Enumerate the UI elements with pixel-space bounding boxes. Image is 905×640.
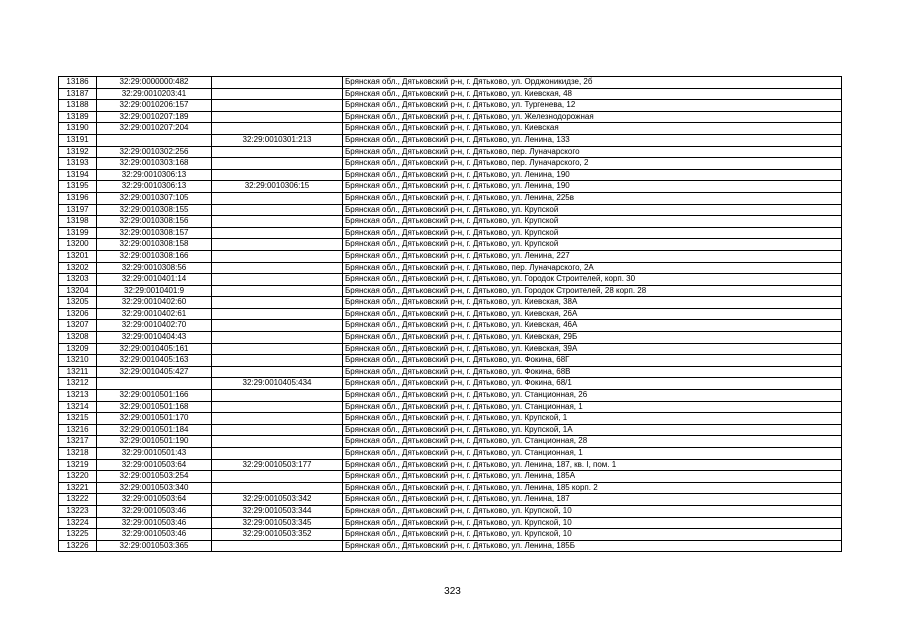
cadastral-number-cell: 32:29:0010207:189 [97,111,212,123]
row-number-cell: 13217 [59,436,97,448]
cadastral-number-cell: 32:29:0010302:256 [97,146,212,158]
related-cadastral-number-cell [212,424,343,436]
row-number-cell: 13202 [59,262,97,274]
related-cadastral-number-cell [212,343,343,355]
row-number-cell: 13187 [59,88,97,100]
related-cadastral-number-cell [212,482,343,494]
address-cell: Брянская обл., Дятьковский р-н, г. Дятьково, ул. Киевская, 29Б [343,332,842,344]
cadastral-number-cell: 32:29:0000000:482 [97,77,212,89]
row-number-cell: 13211 [59,366,97,378]
related-cadastral-number-cell [212,540,343,552]
row-number-cell: 13189 [59,111,97,123]
address-cell: Брянская обл., Дятьковский р-н, г. Дятьково, ул. Ленина, 185А [343,471,842,483]
row-number-cell: 13225 [59,529,97,541]
table-row [59,274,842,286]
cadastral-number-cell: 32:29:0010501:166 [97,390,212,402]
cadastral-number-cell: 32:29:0010203:41 [97,88,212,100]
row-number-cell: 13196 [59,192,97,204]
related-cadastral-number-cell [212,192,343,204]
cadastral-number-cell: 32:29:0010308:157 [97,227,212,239]
related-cadastral-number-cell [212,308,343,320]
cadastral-number-cell: 32:29:0010207:204 [97,123,212,135]
row-number-cell: 13210 [59,355,97,367]
address-cell: Брянская обл., Дятьковский р-н, г. Дятьково, пер. Луначарского [343,146,842,158]
row-number-cell: 13216 [59,424,97,436]
table-row [59,297,842,309]
related-cadastral-number-cell [212,146,343,158]
related-cadastral-number-cell [212,100,343,112]
address-cell: Брянская обл., Дятьковский р-н, г. Дятьково, ул. Фокина, 68Г [343,355,842,367]
row-number-cell: 13208 [59,332,97,344]
row-number-cell: 13194 [59,169,97,181]
row-number-cell: 13207 [59,320,97,332]
row-number-cell: 13197 [59,204,97,216]
table-row [59,436,842,448]
related-cadastral-number-cell [212,169,343,181]
table-row [59,471,842,483]
address-cell: Брянская обл., Дятьковский р-н, г. Дятьково, ул. Городок Строителей, корп. 30 [343,274,842,286]
related-cadastral-number-cell [212,204,343,216]
address-cell: Брянская обл., Дятьковский р-н, г. Дятьково, ул. Киевская, 26А [343,308,842,320]
related-cadastral-number-cell [212,158,343,170]
related-cadastral-number-cell [212,285,343,297]
table-row [59,285,842,297]
address-cell: Брянская обл., Дятьковский р-н, г. Дятьково, ул. Крупской, 10 [343,529,842,541]
table-row [59,378,842,390]
related-cadastral-number-cell [212,471,343,483]
address-cell: Брянская обл., Дятьковский р-н, г. Дятьково, ул. Фокина, 68В [343,366,842,378]
address-cell: Брянская обл., Дятьковский р-н, г. Дятьково, ул. Ленина, 185Б [343,540,842,552]
cadastral-number-cell: 32:29:0010308:56 [97,262,212,274]
row-number-cell: 13204 [59,285,97,297]
related-cadastral-number-cell: 32:29:0010306:15 [212,181,343,193]
address-cell: Брянская обл., Дятьковский р-н, г. Дятьково, ул. Киевская, 48 [343,88,842,100]
table-row [59,529,842,541]
related-cadastral-number-cell [212,123,343,135]
address-cell: Брянская обл., Дятьковский р-н, г. Дятьково, ул. Ленина, 225в [343,192,842,204]
address-cell: Брянская обл., Дятьковский р-н, г. Дятьково, ул. Крупской, 1 [343,413,842,425]
address-cell: Брянская обл., Дятьковский р-н, г. Дятьково, ул. Крупской [343,216,842,228]
row-number-cell: 13218 [59,448,97,460]
row-number-cell: 13221 [59,482,97,494]
table-row [59,158,842,170]
table-row [59,366,842,378]
row-number-cell: 13190 [59,123,97,135]
cadastral-number-cell: 32:29:0010503:46 [97,505,212,517]
address-cell: Брянская обл., Дятьковский р-н, г. Дятьково, ул. Станционная, 1 [343,401,842,413]
table-row [59,239,842,251]
table-row [59,216,842,228]
table-row [59,517,842,529]
address-cell: Брянская обл., Дятьковский р-н, г. Дятьково, ул. Ленина, 190 [343,181,842,193]
cadastral-number-cell: 32:29:0010405:161 [97,343,212,355]
cadastral-number-cell: 32:29:0010503:64 [97,494,212,506]
cadastral-number-cell: 32:29:0010501:184 [97,424,212,436]
cadastral-number-cell: 32:29:0010303:168 [97,158,212,170]
cadastral-number-cell: 32:29:0010306:13 [97,181,212,193]
table-row [59,123,842,135]
table-row [59,355,842,367]
related-cadastral-number-cell [212,250,343,262]
address-cell: Брянская обл., Дятьковский р-н, г. Дятьково, ул. Киевская, 39А [343,343,842,355]
table-row [59,332,842,344]
table-row [59,77,842,89]
address-cell: Брянская обл., Дятьковский р-н, г. Дятьково, ул. Крупской, 10 [343,505,842,517]
cadastral-number-cell: 32:29:0010206:157 [97,100,212,112]
cadastral-number-cell [97,378,212,390]
table-row [59,250,842,262]
cadastral-number-cell: 32:29:0010404:43 [97,332,212,344]
related-cadastral-number-cell [212,413,343,425]
related-cadastral-number-cell [212,262,343,274]
table-row [59,459,842,471]
related-cadastral-number-cell: 32:29:0010503:344 [212,505,343,517]
row-number-cell: 13214 [59,401,97,413]
address-cell: Брянская обл., Дятьковский р-н, г. Дятьково, ул. Ленина, 133 [343,134,842,146]
address-cell: Брянская обл., Дятьковский р-н, г. Дятьково, ул. Ленина, 190 [343,169,842,181]
table-row [59,413,842,425]
cadastral-number-cell: 32:29:0010405:427 [97,366,212,378]
row-number-cell: 13213 [59,390,97,402]
related-cadastral-number-cell [212,436,343,448]
table-row [59,448,842,460]
row-number-cell: 13206 [59,308,97,320]
cadastral-number-cell: 32:29:0010503:365 [97,540,212,552]
related-cadastral-number-cell [212,320,343,332]
related-cadastral-number-cell [212,366,343,378]
address-cell: Брянская обл., Дятьковский р-н, г. Дятьково, ул. Тургенева, 12 [343,100,842,112]
row-number-cell: 13219 [59,459,97,471]
cadastral-number-cell: 32:29:0010308:158 [97,239,212,251]
row-number-cell: 13222 [59,494,97,506]
table-row [59,262,842,274]
table-row [59,192,842,204]
related-cadastral-number-cell [212,332,343,344]
table-row [59,401,842,413]
address-cell: Брянская обл., Дятьковский р-н, г. Дятьково, ул. Киевская [343,123,842,135]
related-cadastral-number-cell [212,227,343,239]
table-row [59,134,842,146]
table-row [59,390,842,402]
cadastral-number-cell: 32:29:0010306:13 [97,169,212,181]
related-cadastral-number-cell: 32:29:0010503:352 [212,529,343,541]
table-row [59,146,842,158]
table-row [59,343,842,355]
row-number-cell: 13209 [59,343,97,355]
table-row [59,320,842,332]
cadastral-number-cell: 32:29:0010402:70 [97,320,212,332]
row-number-cell: 13199 [59,227,97,239]
property-register-table [58,76,842,552]
table-row [59,424,842,436]
address-cell: Брянская обл., Дятьковский р-н, г. Дятьково, ул. Ленина, 187 [343,494,842,506]
address-cell: Брянская обл., Дятьковский р-н, г. Дятьково, ул. Киевская, 38А [343,297,842,309]
table-row [59,169,842,181]
cadastral-number-cell: 32:29:0010501:190 [97,436,212,448]
row-number-cell: 13226 [59,540,97,552]
cadastral-number-cell: 32:29:0010401:9 [97,285,212,297]
row-number-cell: 13192 [59,146,97,158]
register-table-body [59,77,842,552]
row-number-cell: 13223 [59,505,97,517]
cadastral-number-cell: 32:29:0010501:170 [97,413,212,425]
row-number-cell: 13212 [59,378,97,390]
row-number-cell: 13215 [59,413,97,425]
related-cadastral-number-cell [212,355,343,367]
related-cadastral-number-cell [212,239,343,251]
related-cadastral-number-cell: 32:29:0010405:434 [212,378,343,390]
related-cadastral-number-cell [212,111,343,123]
table-row [59,181,842,193]
address-cell: Брянская обл., Дятьковский р-н, г. Дятьково, ул. Крупской [343,204,842,216]
row-number-cell: 13186 [59,77,97,89]
row-number-cell: 13224 [59,517,97,529]
cadastral-number-cell: 32:29:0010501:168 [97,401,212,413]
cadastral-number-cell: 32:29:0010401:14 [97,274,212,286]
row-number-cell: 13201 [59,250,97,262]
row-number-cell: 13200 [59,239,97,251]
related-cadastral-number-cell [212,297,343,309]
table-row [59,505,842,517]
address-cell: Брянская обл., Дятьковский р-н, г. Дятьково, ул. Ленина, 185 корп. 2 [343,482,842,494]
address-cell: Брянская обл., Дятьковский р-н, г. Дятьково, ул. Станционная, 28 [343,436,842,448]
related-cadastral-number-cell [212,448,343,460]
address-cell: Брянская обл., Дятьковский р-н, г. Дятьково, пер. Луначарского, 2А [343,262,842,274]
related-cadastral-number-cell [212,88,343,100]
address-cell: Брянская обл., Дятьковский р-н, г. Дятьково, ул. Крупской, 1А [343,424,842,436]
related-cadastral-number-cell: 32:29:0010503:342 [212,494,343,506]
table-row [59,204,842,216]
address-cell: Брянская обл., Дятьковский р-н, г. Дятьково, ул. Крупской [343,239,842,251]
cadastral-number-cell: 32:29:0010308:166 [97,250,212,262]
cadastral-number-cell: 32:29:0010503:254 [97,471,212,483]
address-cell: Брянская обл., Дятьковский р-н, г. Дятьково, ул. Ленина, 227 [343,250,842,262]
address-cell: Брянская обл., Дятьковский р-н, г. Дятьково, ул. Крупской, 10 [343,517,842,529]
cadastral-number-cell: 32:29:0010402:61 [97,308,212,320]
cadastral-number-cell: 32:29:0010503:46 [97,517,212,529]
cadastral-number-cell: 32:29:0010503:340 [97,482,212,494]
table-row [59,308,842,320]
address-cell: Брянская обл., Дятьковский р-н, г. Дятьково, ул. Железнодорожная [343,111,842,123]
related-cadastral-number-cell: 32:29:0010503:177 [212,459,343,471]
table-row [59,482,842,494]
address-cell: Брянская обл., Дятьковский р-н, г. Дятьково, пер. Луначарского, 2 [343,158,842,170]
related-cadastral-number-cell [212,401,343,413]
address-cell: Брянская обл., Дятьковский р-н, г. Дятьково, ул. Фокина, 68/1 [343,378,842,390]
table-row [59,540,842,552]
row-number-cell: 13203 [59,274,97,286]
cadastral-number-cell: 32:29:0010405:163 [97,355,212,367]
related-cadastral-number-cell: 32:29:0010503:345 [212,517,343,529]
row-number-cell: 13195 [59,181,97,193]
table-row [59,227,842,239]
related-cadastral-number-cell [212,274,343,286]
address-cell: Брянская обл., Дятьковский р-н, г. Дятьково, ул. Орджоникидзе, 2б [343,77,842,89]
related-cadastral-number-cell [212,390,343,402]
row-number-cell: 13188 [59,100,97,112]
address-cell: Брянская обл., Дятьковский р-н, г. Дятьково, ул. Станционная, 1 [343,448,842,460]
table-row [59,88,842,100]
row-number-cell: 13198 [59,216,97,228]
table-row [59,494,842,506]
cadastral-number-cell: 32:29:0010402:60 [97,297,212,309]
row-number-cell: 13220 [59,471,97,483]
related-cadastral-number-cell [212,216,343,228]
cadastral-number-cell [97,134,212,146]
page-number: 323 [444,586,461,597]
address-cell: Брянская обл., Дятьковский р-н, г. Дятьково, ул. Станционная, 26 [343,390,842,402]
address-cell: Брянская обл., Дятьковский р-н, г. Дятьково, ул. Городок Строителей, 28 корп. 28 [343,285,842,297]
cadastral-number-cell: 32:29:0010503:64 [97,459,212,471]
cadastral-number-cell: 32:29:0010501:43 [97,448,212,460]
row-number-cell: 13193 [59,158,97,170]
table-row [59,111,842,123]
cadastral-number-cell: 32:29:0010308:155 [97,204,212,216]
row-number-cell: 13191 [59,134,97,146]
address-cell: Брянская обл., Дятьковский р-н, г. Дятьково, ул. Киевская, 46А [343,320,842,332]
related-cadastral-number-cell [212,77,343,89]
address-cell: Брянская обл., Дятьковский р-н, г. Дятьково, ул. Крупской [343,227,842,239]
row-number-cell: 13205 [59,297,97,309]
address-cell: Брянская обл., Дятьковский р-н, г. Дятьково, ул. Ленина, 187, кв. I, пом. 1 [343,459,842,471]
cadastral-number-cell: 32:29:0010307:105 [97,192,212,204]
related-cadastral-number-cell: 32:29:0010301:213 [212,134,343,146]
cadastral-number-cell: 32:29:0010308:156 [97,216,212,228]
cadastral-number-cell: 32:29:0010503:46 [97,529,212,541]
table-row [59,100,842,112]
